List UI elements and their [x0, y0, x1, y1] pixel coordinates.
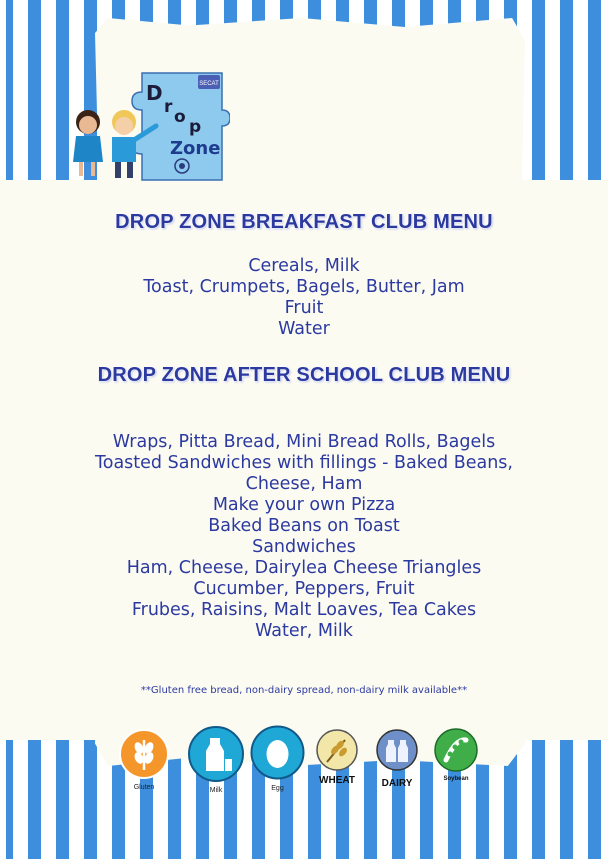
after-school-item: Ham, Cheese, Dairylea Cheese Triangles — [126, 558, 482, 578]
after-school-item: Make your own Pizza — [212, 495, 396, 515]
allergen-label: WHEAT — [319, 775, 355, 786]
egg-icon — [250, 725, 305, 780]
breakfast-menu — [0, 256, 608, 340]
after-school-item: Water, Milk — [255, 621, 353, 641]
allergen-soybean — [432, 728, 480, 790]
allergen-gluten — [118, 728, 170, 794]
after-school-item: Frubes, Raisins, Malt Loaves, Tea Cakes — [131, 600, 477, 620]
allergen-label: Egg — [271, 785, 284, 792]
after-school-item: Baked Beans on Toast — [208, 516, 400, 536]
svg-text:p: p — [189, 117, 202, 137]
breakfast-item: Toast, Crumpets, Bagels, Butter, Jam — [143, 277, 465, 297]
dietary-note: **Gluten free bread, non-dairy spread, non-dairy milk available** — [140, 685, 468, 696]
breakfast-item: Fruit — [284, 298, 324, 318]
soybean-icon — [432, 728, 480, 774]
svg-text:r: r — [164, 97, 173, 117]
breakfast-item: Cereals, Milk — [248, 256, 360, 276]
after-school-item: Wraps, Pitta Bread, Mini Bread Rolls, Bagels — [112, 432, 496, 452]
after-school-item: Toasted Sandwiches with fillings - Baked Beans, — [95, 453, 513, 473]
allergen-label: Soybean — [443, 776, 469, 782]
logo-badge: SECAT — [199, 81, 219, 87]
after-school-item: Cheese, Ham — [245, 474, 363, 494]
dairy-bottles-icon — [373, 728, 421, 774]
svg-text:o: o — [174, 107, 186, 127]
allergen-egg — [250, 725, 305, 795]
allergen-wheat — [313, 728, 361, 790]
milk-bottle-icon — [187, 725, 245, 783]
breakfast-title: DROP ZONE BREAKFAST CLUB MENU — [115, 211, 493, 233]
after-school-title: DROP ZONE AFTER SCHOOL CLUB MENU — [97, 364, 511, 386]
after-school-item: Cucumber, Peppers, Fruit — [193, 579, 415, 599]
wheat-icon — [118, 728, 170, 780]
allergen-dairy — [373, 728, 421, 792]
breakfast-item: Water — [278, 319, 330, 339]
logo-word-drop: D — [146, 81, 163, 105]
allergen-label: Gluten — [133, 784, 155, 791]
allergen-milk — [187, 725, 245, 795]
drop-zone-logo — [70, 70, 230, 185]
after-school-item: Sandwiches — [252, 537, 356, 557]
wheat-stalk-icon — [313, 728, 361, 772]
allergen-label: Milk — [209, 787, 223, 794]
after-school-menu — [0, 432, 608, 642]
allergen-label: DAIRY — [381, 778, 413, 789]
logo-word-zone: Zone — [170, 138, 221, 159]
logo-graphic — [70, 70, 230, 185]
